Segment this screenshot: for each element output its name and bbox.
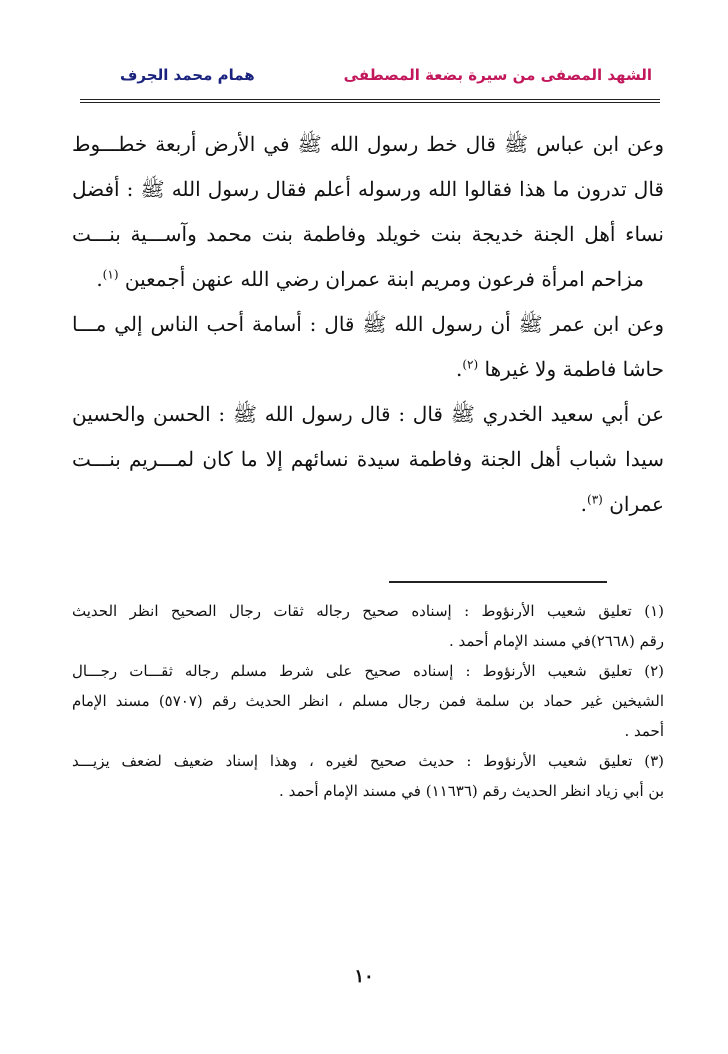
footnotes bbox=[72, 596, 664, 806]
text-line-7: عن أبي سعيد الخدري ﷺ قال : قال رسول الله ﷺ : الحسن والحسين bbox=[72, 402, 664, 426]
book-title: الشهد المصفى من سيرة بضعة المصطفى bbox=[343, 66, 652, 84]
footnote-line-5: أحمد . bbox=[624, 722, 664, 740]
footnote-ref-1: (١) bbox=[102, 267, 119, 282]
text-line-6-content: حاشا فاطمة ولا غيرها bbox=[484, 357, 664, 381]
main-text bbox=[72, 122, 664, 527]
footnote-line-3: (٢) تعليق شعيب الأرنؤوط : إسناده صحيح على شرط مسلم رجاله ثقـــات رجـــال bbox=[72, 662, 664, 680]
page-number: ١٠ bbox=[354, 966, 374, 987]
text-line-9-content: عمران bbox=[609, 492, 664, 516]
footnote-ref-2: (٢) bbox=[462, 357, 479, 372]
author-name: همام محمد الجرف bbox=[120, 66, 255, 84]
text-line-4 bbox=[72, 257, 664, 302]
text-line-3: نساء أهل الجنة خديجة بنت خويلد وفاطمة بنت محمد وآســـية بنـــت bbox=[72, 222, 664, 246]
text-line-8: سيدا شباب أهل الجنة وفاطمة سيدة نسائهم إلا ما كان لمـــريم بنـــت bbox=[72, 447, 664, 471]
sentence-end-mark: . bbox=[96, 267, 103, 291]
footnote-line-1: (١) تعليق شعيب الأرنؤوط : إسناده صحيح رجاله ثقات رجال الصحيح انظر الحديث bbox=[72, 602, 664, 620]
sentence-end-mark: . bbox=[455, 357, 463, 381]
text-line-5: وعن ابن عمر ﷺ أن رسول الله ﷺ قال : أسامة أحب الناس إلي مـــا bbox=[72, 312, 664, 336]
footnote-line-2: رقم (٢٦٦٨)في مسند الإمام أحمد . bbox=[448, 632, 664, 650]
header-divider bbox=[80, 99, 660, 103]
text-line-9 bbox=[72, 482, 664, 527]
text-line-6 bbox=[72, 347, 664, 392]
running-header bbox=[80, 66, 652, 92]
footnote-line-7: بن أبي زياد انظر الحديث رقم (١١٦٣٦) في مسند الإمام أحمد . bbox=[279, 782, 664, 800]
sentence-end-mark: . bbox=[580, 492, 588, 516]
footnote-line-6: (٣) تعليق شعيب الأرنؤوط : حديث صحيح لغيره ، وهذا إسناد ضعيف لضعف يزيـــد bbox=[72, 752, 664, 770]
text-line-4-content: مزاحم امرأة فرعون ومريم ابنة عمران رضي الله عنهن أجمعين bbox=[124, 267, 644, 291]
footnote-line-4: الشيخين غير حماد بن سلمة فمن رجال مسلم ، انظر الحديث رقم (٥٧٠٧) مسند الإمام bbox=[72, 692, 664, 710]
text-line-1: وعن ابن عباس ﷺ قال خط رسول الله ﷺ في الأرض أربعة خطـــوط bbox=[72, 132, 664, 156]
footnote-ref-3: (٣) bbox=[587, 492, 603, 507]
footnote-separator bbox=[389, 581, 607, 583]
text-line-2: قال تدرون ما هذا فقالوا الله ورسوله أعلم فقال رسول الله ﷺ : أفضل bbox=[72, 177, 664, 201]
